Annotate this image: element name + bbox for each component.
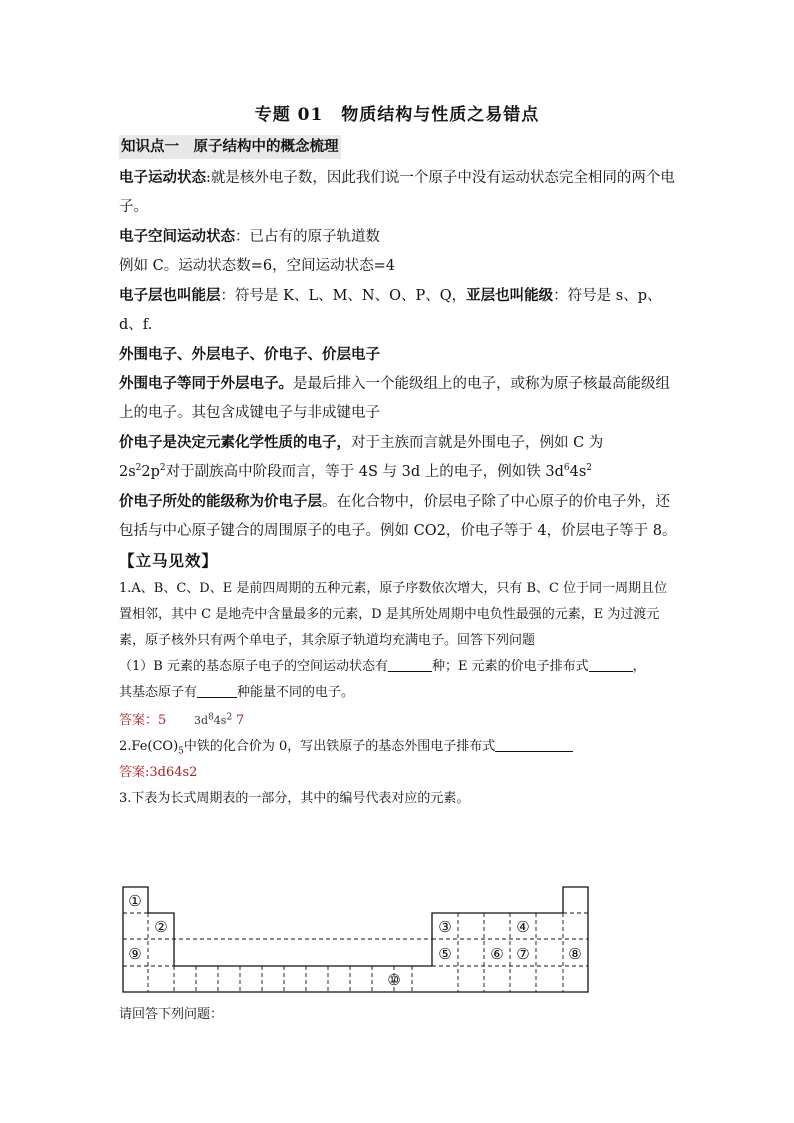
- table-outline: [123, 887, 588, 992]
- text: 4s: [213, 714, 227, 727]
- practice-heading: 【立马见效】: [119, 551, 219, 570]
- paragraph-valence-layer: [119, 487, 679, 546]
- paragraph-example: 例如 C。运动状态数=6，空间运动状态=4: [119, 258, 395, 274]
- answer-2: 答案:3d64s2: [119, 765, 198, 780]
- question-2: [119, 734, 679, 760]
- superscript: 2: [135, 463, 142, 474]
- element-label-3: ③: [438, 918, 452, 936]
- answer-blank[interactable]: [197, 683, 237, 698]
- answer-value: [194, 708, 236, 734]
- paragraph-outer-electrons: [119, 369, 679, 428]
- question-3: 3.下表为长式周期表的一部分，其中的编号代表对应的元素。: [119, 791, 470, 806]
- paragraph-electron-motion: [119, 163, 679, 222]
- text: 2p: [141, 464, 160, 480]
- text: 对于主族而言就是外围电子，例如 C 为: [351, 435, 604, 451]
- text: 对于副族高中阶段而言，等于 4S 与 3d 上的电子，例如铁 3d: [165, 464, 564, 480]
- element-label-9: ⑨: [128, 945, 142, 963]
- follow-up-prompt: 请回答下列问题：: [119, 1007, 224, 1022]
- term: 电子运动状态: [119, 169, 206, 186]
- text: 。在化合物中，价层电子除了中心原子的价电子外，还包括与中心原子键合的周围原子的电子。例如 CO2，价电子等于 4，价层电子等于 8。: [119, 494, 677, 539]
- text: 2s: [119, 464, 136, 480]
- answer-value: 5: [158, 713, 167, 728]
- answer-blank[interactable]: [495, 737, 573, 752]
- element-label-5: ⑤: [438, 945, 452, 963]
- text: :就是核外电子数，因此我们说一个原子中没有运动状态完全相同的两个电子。: [119, 170, 675, 215]
- answer-blank[interactable]: [589, 657, 633, 672]
- periodic-table-diagram: [122, 886, 592, 994]
- text: 是最后排入一个能级组上的电子，或称为原子核最高能级组上的电子。其包含成键电子与非成键电子: [119, 376, 670, 421]
- text: 种能量不同的电子。: [237, 685, 355, 700]
- text: ：符号是 K、L、M、N、O、P、Q，: [220, 288, 467, 304]
- superscript: 2: [586, 463, 593, 474]
- text: 中铁的化合价为 0，写出铁原子的基态外围电子排布式: [183, 739, 496, 754]
- superscript: 2: [159, 463, 166, 474]
- answer-label: 答案：: [119, 713, 159, 728]
- element-label-6: ⑥: [490, 945, 504, 963]
- term: 亚层也叫能级: [466, 287, 554, 304]
- answer-value: 7: [236, 713, 245, 728]
- text: 4s: [569, 464, 587, 480]
- text: 种；E 元素的价电子排布式: [431, 659, 589, 674]
- element-label-10: ⑩: [387, 971, 401, 989]
- text: ，: [632, 659, 646, 674]
- text: ：已占有的原子轨道数: [235, 229, 380, 245]
- paragraph-valence-electrons: [119, 428, 679, 487]
- question-1-part-1: [119, 654, 679, 706]
- superscript: 8: [208, 712, 214, 723]
- text: 3d: [194, 714, 209, 727]
- element-label-1: ①: [128, 892, 142, 910]
- answer-1: [119, 708, 679, 734]
- document-body: [119, 135, 679, 812]
- text: （1）B 元素的基态原子电子的空间运动状态有: [119, 659, 388, 674]
- paragraph-spatial-motion: [119, 222, 679, 252]
- term: 电子层也叫能层: [119, 287, 221, 304]
- superscript: 2: [226, 712, 233, 723]
- element-label-8: ⑧: [568, 945, 582, 963]
- page-title: 专题 01 物质结构与性质之易错点: [254, 105, 540, 125]
- term: 价电子所处的能级称为价电子层: [119, 493, 322, 510]
- subscript: 5: [178, 746, 184, 757]
- answer-blank[interactable]: [388, 657, 432, 672]
- term: 电子空间运动状态: [119, 228, 235, 245]
- superscript: 6: [563, 463, 570, 474]
- section-heading: 知识点一 原子结构中的概念梳理: [119, 135, 341, 159]
- paragraph-heading-valence: 外围电子、外层电子、价电子、价层电子: [119, 346, 380, 363]
- term: 外围电子等同于外层电子。: [119, 375, 293, 392]
- text: 2.Fe(CO): [119, 739, 179, 754]
- question-1: 1.A、B、C、D、E 是前四周期的五种元素，原子序数依次增大，只有 B、C 位于同一周期且位置相邻，其中 C 是地壳中含量最多的元素，D 是其所处周期中电负性最强的元素，E 为过渡元素，原子核外只有两个单电子，其余原子轨道均充满电子。回答下列问题: [119, 581, 668, 648]
- text: ：符号是 s、p、d、f.: [119, 288, 662, 333]
- element-label-2: ②: [154, 918, 168, 936]
- element-label-4: ④: [516, 918, 530, 936]
- text: 其基态原子有: [119, 685, 198, 700]
- term: 价电子是决定元素化学性质的电子，: [119, 434, 351, 451]
- element-label-7: ⑦: [516, 945, 530, 963]
- paragraph-shells: [119, 281, 679, 340]
